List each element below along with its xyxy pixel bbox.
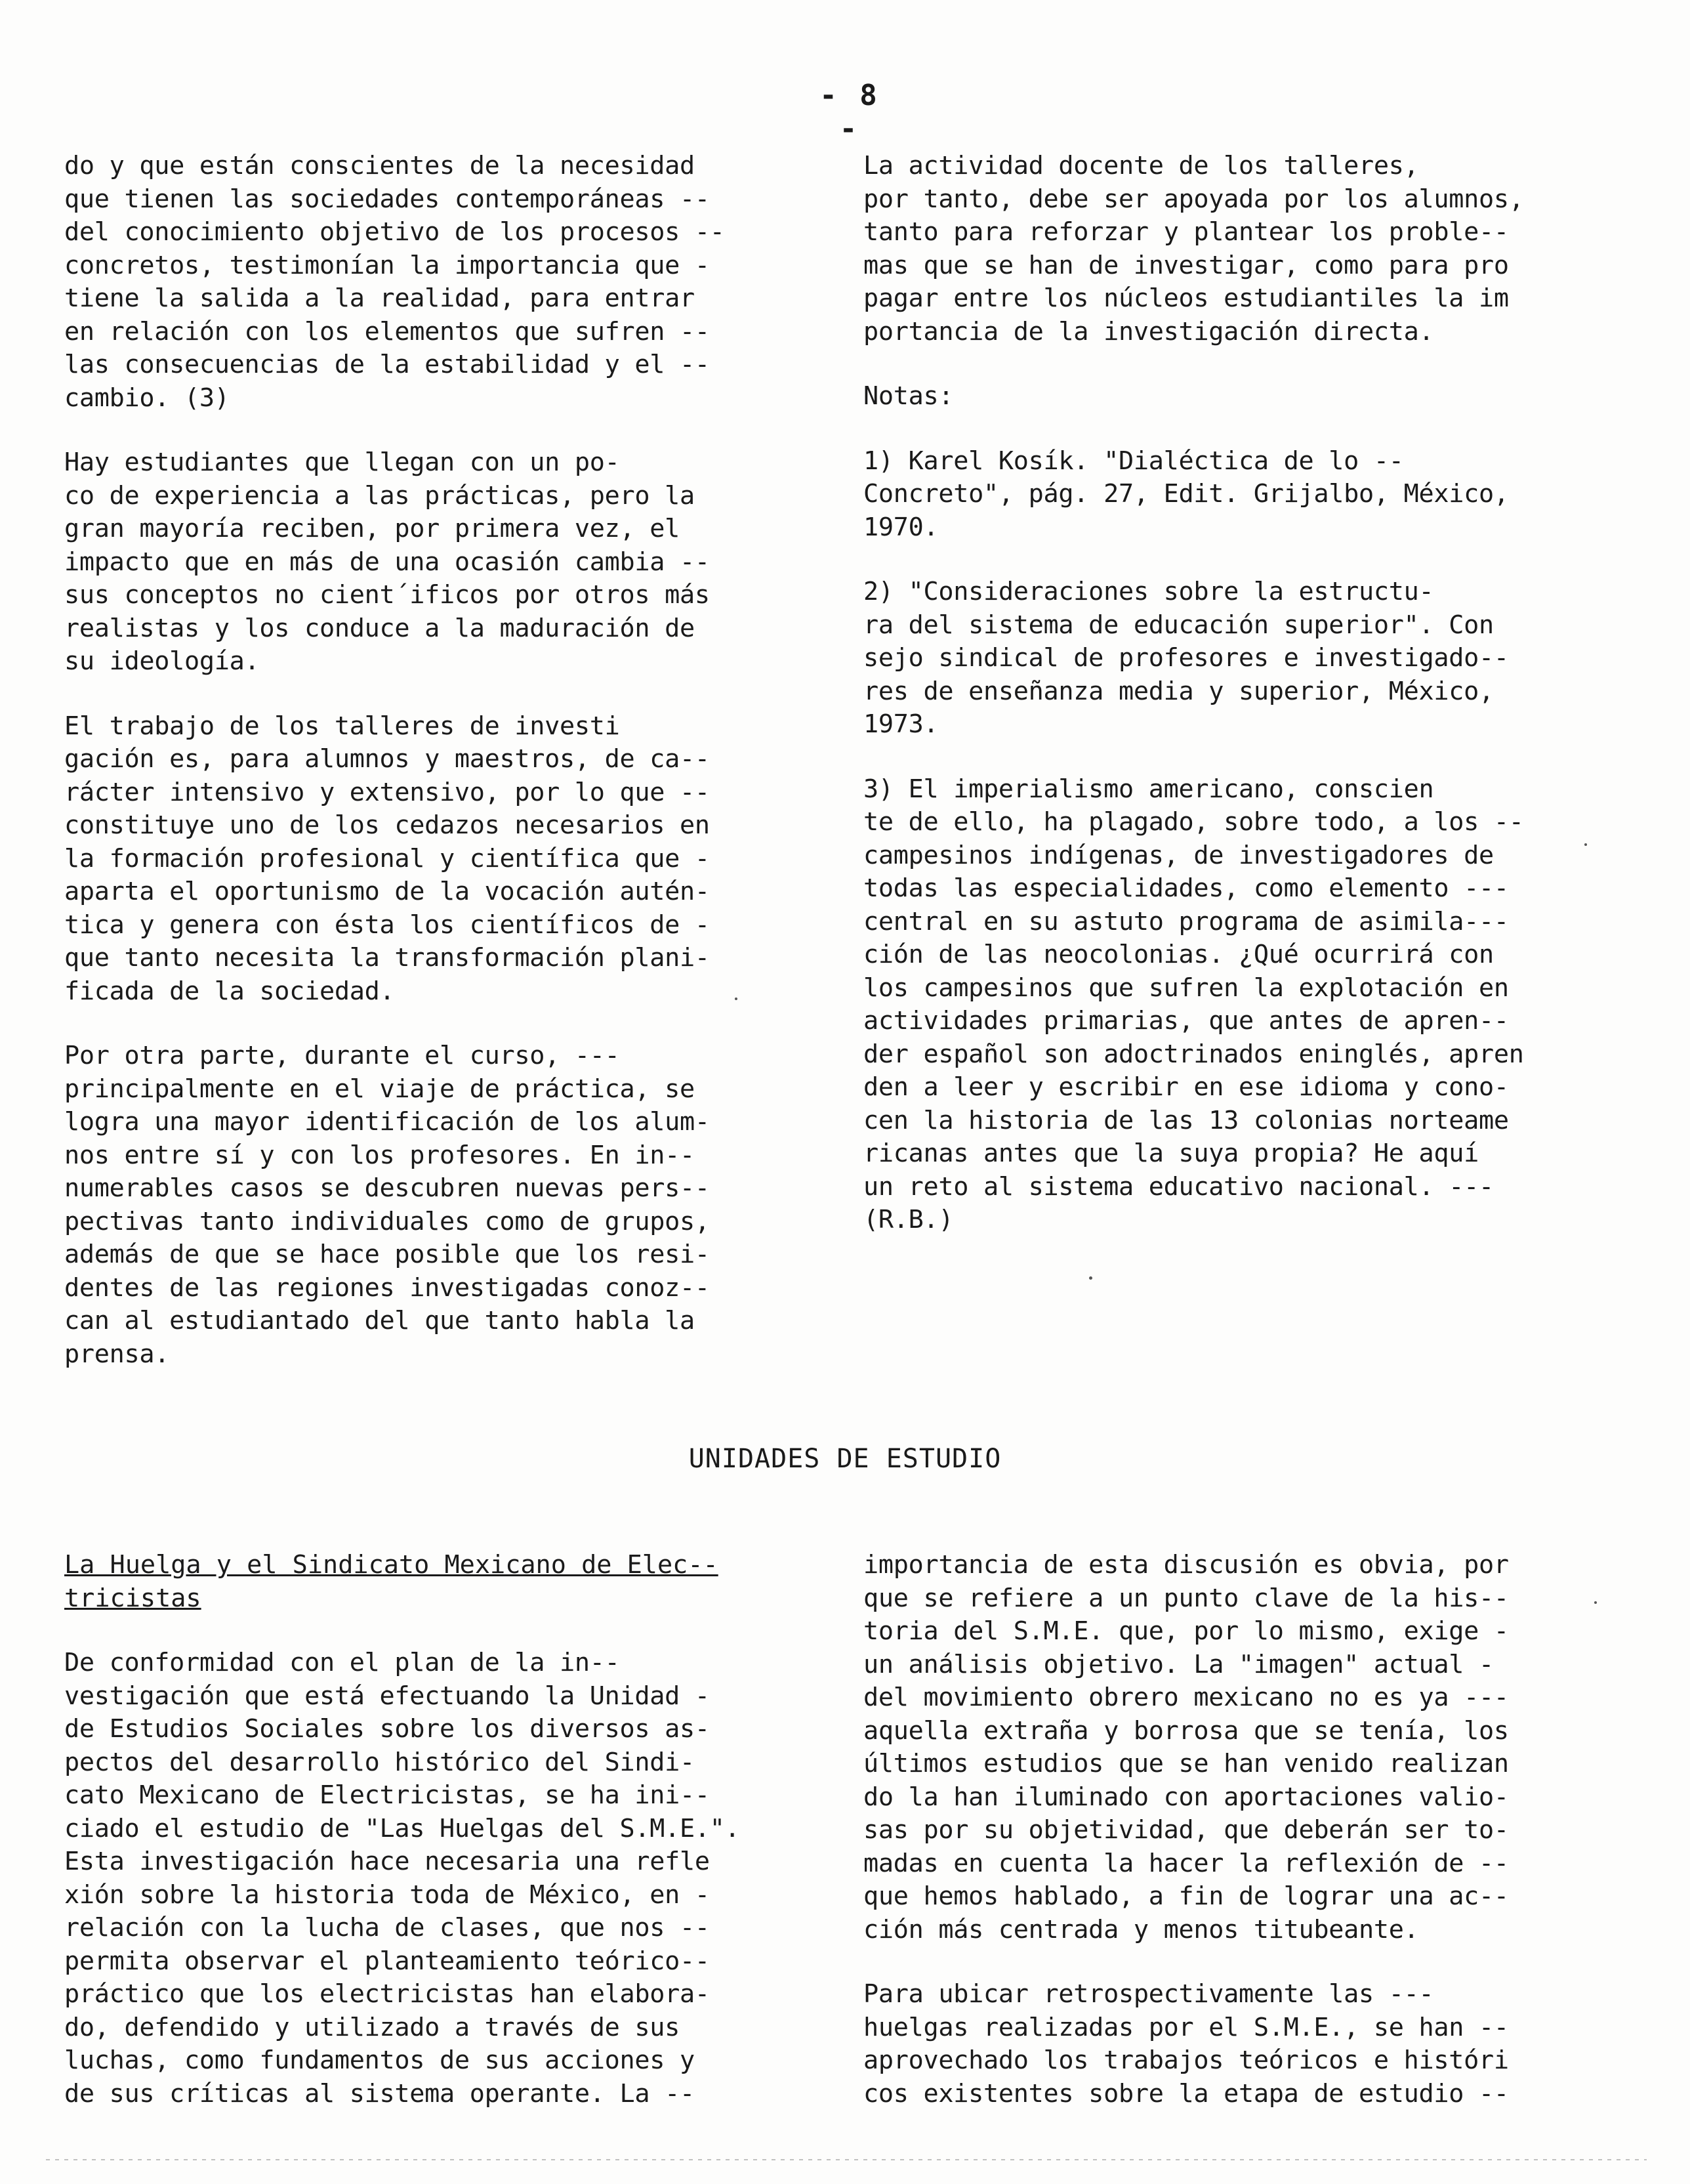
page-number: - 8 - bbox=[819, 79, 880, 146]
paragraph-left-4: Por otra parte, durante el curso, --- principalmente en el viaje de práctica, se logra una mayor identificación de los alum- nos entre sí y con los profesores. En in-- numerables casos se descubren nuevas pers-- pectivas tanto individuales como de grupos, además de que se hace posible que los resi- dentes de las regiones investigadas conoz-- can al estudiantado del que tanto habla la prensa. bbox=[64, 1041, 710, 1369]
paragraph-left-3: El trabajo de los talleres de investi gación es, para alumnos y maestros, de ca-- rácter intensivo y extensivo, por lo que -- constituye uno de los cedazos necesarios en la formación profesional y científica que - aparta el oportunismo de la vocación autén- tica y genera con ésta los científicos de - que tanto necesita la transformación plani- ficada de la sociedad. bbox=[64, 711, 710, 1006]
scan-speck bbox=[735, 998, 737, 1000]
left-column-top bbox=[64, 150, 796, 1402]
paragraph-right-bottom-2: Para ubicar retrospectivamente las --- huelgas realizadas por el S.M.E., se han -- aprovechado los trabajos teóricos e históri cos existentes sobre la etapa de estudio -- bbox=[863, 1979, 1509, 2109]
paragraph-left-1: do y que están conscientes de la necesidad que tienen las sociedades contemporáneas -- del conocimiento objetivo de los procesos -- concretos, testimonían la importancia que - tiene la salida a la realidad, para entrar en relación con los elementos que sufren -- las consecuencias de la estabilidad y el -- cambio. (3) bbox=[64, 151, 725, 413]
paragraph-right-bottom-1: importancia de esta discusión es obvia, por que se refiere a un punto clave de la his-- toria del S.M.E. que, por lo mismo, exige - un análisis objetivo. La "imagen" actual - del movimiento obrero mexicano no es ya --- aquella extraña y borrosa que se tenía, los últimos estudios que se han venido realizan do la han iluminado con aportaciones valio- sas por su objetividad, que deberán ser to- madas en cuenta la hacer la reflexión de -- que hemos hablado, a fin de lograr una ac-- ción más centrada y menos titubeante. bbox=[863, 1550, 1509, 1944]
right-column-top bbox=[863, 150, 1601, 1269]
scan-speck bbox=[1584, 843, 1587, 846]
notes-heading: Notas: bbox=[863, 381, 954, 411]
paragraph-left-bottom-1: De conformidad con el plan de la in-- vestigación que está efectuando la Unidad - de Estudios Sociales sobre los diversos as- pectos del desarrollo histórico del Sindi- cato Mexicano de Electricistas, se ha ini-- ciado el estudio de "Las Huelgas del S.M.E.". Esta investigación hace necesaria una refle xión sobre la historia toda de México, en - relación con la lucha de clases, que nos -- permita observar el planteamiento teórico-- práctico que los electricistas han elabora- do, defendido y utilizado a través de sus luchas, como fundamentos de sus acciones y de sus críticas al sistema operante. La -- bbox=[64, 1648, 740, 2109]
scan-speck bbox=[1594, 1601, 1597, 1604]
right-column-bottom bbox=[863, 1549, 1601, 2142]
paragraph-left-2: Hay estudiantes que llegan con un po- co de experiencia a las prácticas, pero la gran mayoría reciben, por primera vez, el impacto que en más de una ocasión cambia -- sus conceptos no cient´ificos por otros más realistas y los conduce a la maduración de su ideología. bbox=[64, 448, 710, 676]
scan-edge-line bbox=[46, 2159, 1647, 2160]
footnote-1: 1) Karel Kosík. "Dialéctica de lo -- Concreto", pág. 27, Edit. Grijalbo, México, 1970. bbox=[863, 446, 1509, 542]
footnote-3: 3) El imperialismo americano, conscien te de ello, ha plagado, sobre todo, a los -- campesinos indígenas, de investigadores de todas las especialidades, como elemento --- central en su astuto programa de asimila--- ción de las neocolonias. ¿Qué ocurrirá con los campesinos que sufren la explotación en actividades primarias, que antes de apren-- der español son adoctrinados eninglés, apren den a leer y escribir en ese idioma y cono- cen la historia de las 13 colonias norteame ricanas antes que la suya propia? He aquí un reto al sistema educativo nacional. --- (R.B.) bbox=[863, 774, 1524, 1234]
paragraph-right-1: La actividad docente de los talleres, por tanto, debe ser apoyada por los alumnos, tanto para reforzar y plantear los proble-- mas que se han de investigar, como para pro pagar entre los núcleos estudiantiles la im portancia de la investigación directa. bbox=[863, 151, 1524, 346]
article-subheading: La Huelga y el Sindicato Mexicano de Elec-- tricistas bbox=[64, 1550, 718, 1613]
left-column-bottom bbox=[64, 1549, 796, 2142]
footnote-2: 2) "Consideraciones sobre la estructu- ra del sistema de educación superior". Con sejo sindical de profesores e investigado-- res de enseñanza media y superior, México, 1973. bbox=[863, 577, 1509, 739]
section-title: UNIDADES DE ESTUDIO bbox=[688, 1444, 1002, 1474]
scan-speck bbox=[1089, 1276, 1092, 1280]
